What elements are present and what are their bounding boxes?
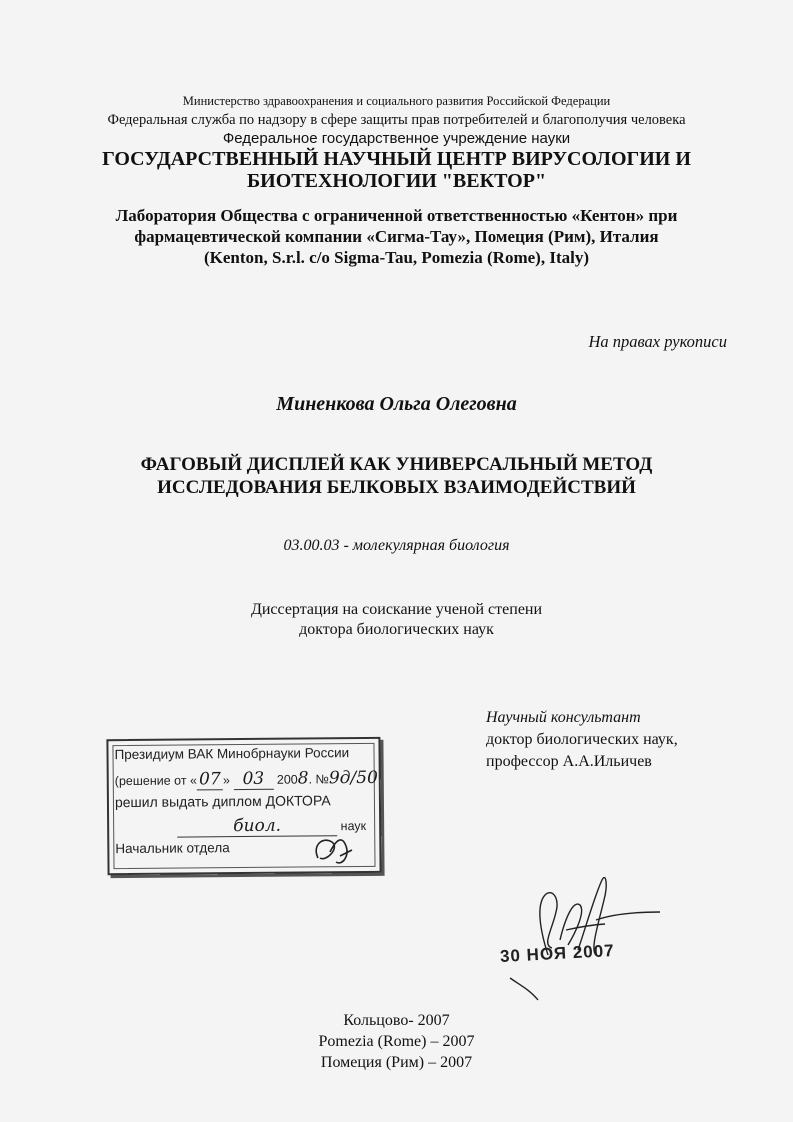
center-name-line1: ГОСУДАРСТВЕННЫЙ НАУЧНЫЙ ЦЕНТР ВИРУСОЛОГИИ И (102, 148, 691, 170)
stamp-number-prefix: . № (308, 772, 329, 787)
stamp-line1: Президиум ВАК Минобрнауки России (114, 745, 350, 763)
consultant-degree: доктор биологических наук, (486, 731, 678, 748)
place-line1: Кольцово- 2007 (343, 1012, 450, 1029)
degree-line1: Диссертация на соискание ученой степени (250, 601, 543, 618)
stamp-month-handwritten: 03 (233, 769, 273, 790)
stamp-line5: Начальник отдела (115, 840, 230, 857)
stamp-signature (316, 840, 352, 863)
title-line1: ФАГОВЫЙ ДИСПЛЕЙ КАК УНИВЕРСАЛЬНЫЙ МЕТОД (140, 454, 653, 475)
manuscript-rights-note: На правах рукописи (588, 332, 727, 351)
place-line2: Pomezia (Rome) – 2007 (318, 1033, 475, 1050)
consultant-label: Научный консультант (486, 709, 641, 726)
date-stamp: 30 НОЯ 2007 (499, 941, 616, 966)
lab-line3: (Kenton, S.r.l. c/o Sigma-Tau, Pomezia (Rome), Italy) (204, 248, 589, 267)
stamp-field-suffix: наук (340, 818, 367, 834)
stamp-line3: решил выдать диплом ДОКТОРА (114, 792, 331, 811)
stamp-number-handwritten: 9д/50 (328, 767, 378, 789)
institution-type-line: Федеральное государственное учреждение науки (222, 130, 571, 147)
consultant-name: профессор А.А.Ильичев (486, 753, 652, 770)
author-name: Миненкова Ольга Олеговна (276, 393, 517, 415)
stamp-day-handwritten: 07 (197, 769, 223, 790)
stamp-field-handwritten: биол. (177, 815, 337, 837)
center-name-line2: БИОТЕХНОЛОГИИ "ВЕКТОР" (246, 170, 547, 192)
stamp-sep: » (222, 773, 230, 788)
stamp-year-digit: 8 (297, 768, 309, 789)
lab-line2: фармацевтической компании «Сигма-Тау», Помеция (Рим), Италия (134, 227, 659, 246)
stamp-year-prefix: 200 (276, 772, 298, 787)
stamp-decision-prefix: (решение от « (114, 773, 198, 789)
place-and-year (0, 1010, 793, 1073)
degree-line2: доктора биологических наук (299, 621, 494, 638)
lab-line1: Лаборатория Общества с ограниченной ответственностью «Кентон» при (115, 206, 678, 225)
title-line2: ИССЛЕДОВАНИЯ БЕЛКОВЫХ ВЗАИМОДЕЙСТВИЙ (157, 477, 636, 498)
specialty-code: 03.00.03 - молекулярная биология (283, 537, 510, 554)
place-line3: Помеция (Рим) – 2007 (320, 1054, 473, 1071)
consultant-signature (510, 878, 660, 1000)
ministry-line: Министерство здравоохранения и социального развития Российской Федерации (182, 94, 611, 108)
service-line: Федеральная служба по надзору в сфере защиты прав потребителей и благополучия человека (107, 112, 686, 128)
